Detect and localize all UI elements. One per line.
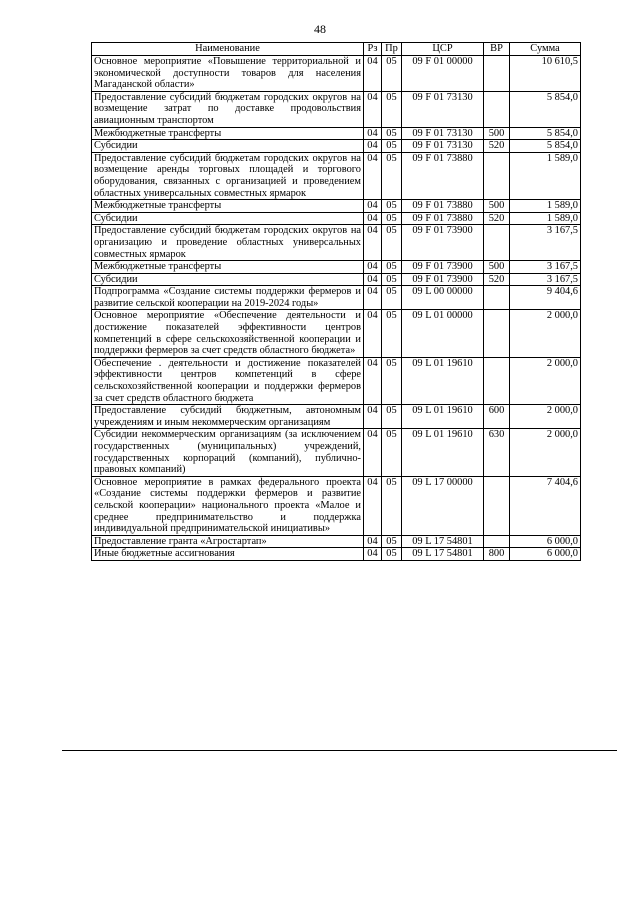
row-csr: 09 F 01 73880 [402,212,484,225]
row-name: Межбюджетные трансферты [92,127,364,140]
row-csr: 09 L 17 54801 [402,548,484,561]
row-rz: 04 [364,225,382,261]
row-vr [484,535,510,548]
row-pr: 05 [382,91,402,127]
row-name: Иные бюджетные ассигнования [92,548,364,561]
row-vr [484,357,510,404]
row-sum: 9 404,6 [510,286,581,310]
row-pr: 05 [382,200,402,213]
row-rz: 04 [364,286,382,310]
row-sum: 2 000,0 [510,357,581,404]
table-row [92,127,581,140]
row-vr: 520 [484,273,510,286]
table-row [92,548,581,561]
row-csr: 09 F 01 73900 [402,225,484,261]
row-vr: 600 [484,405,510,429]
row-csr: 09 L 17 00000 [402,476,484,535]
row-sum: 1 589,0 [510,212,581,225]
row-pr: 05 [382,212,402,225]
row-name: Предоставление субсидий бюджетам городских округов на организацию и проведение областных универсальных совместных ярмарок [92,225,364,261]
row-rz: 04 [364,535,382,548]
table-row [92,152,581,199]
row-csr: 09 F 01 73130 [402,127,484,140]
row-csr: 09 L 01 00000 [402,310,484,357]
row-pr: 05 [382,535,402,548]
row-rz: 04 [364,273,382,286]
row-sum: 5 854,0 [510,91,581,127]
row-rz: 04 [364,476,382,535]
row-pr: 05 [382,225,402,261]
row-pr: 05 [382,548,402,561]
row-name: Подпрограмма «Создание системы поддержки фермеров и развитие сельской кооперации на 2019-2024 годы» [92,286,364,310]
row-pr: 05 [382,286,402,310]
row-vr: 500 [484,127,510,140]
row-vr [484,91,510,127]
row-pr: 05 [382,405,402,429]
table-row [92,310,581,357]
table-body [92,56,581,561]
table-row [92,273,581,286]
row-name: Обеспечение . деятельности и достижение показателей эффективности центров компетенций в сфере сельскохозяйственной кооперации и поддержки фермеров за счет средств областного бюджета [92,357,364,404]
footer-divider [62,750,617,751]
row-sum: 1 589,0 [510,152,581,199]
row-sum: 2 000,0 [510,429,581,476]
row-pr: 05 [382,56,402,92]
row-vr: 520 [484,140,510,153]
row-pr: 05 [382,152,402,199]
row-name: Основное мероприятие в рамках федерального проекта «Создание системы поддержки фермеров и развитие сельской кооперации» национального проекта «Малое и среднее предпринимательство и поддержка индивидуальной предпринимательской инициативы» [92,476,364,535]
row-sum: 7 404,6 [510,476,581,535]
table-row [92,261,581,274]
row-pr: 05 [382,140,402,153]
row-name: Субсидии некоммерческим организациям (за исключением государственных (муниципальных) учреждений, государственных корпораций (компаний), публично-правовых компаний) [92,429,364,476]
row-vr [484,286,510,310]
header-csr: ЦСР [402,43,484,56]
row-rz: 04 [364,261,382,274]
row-sum: 3 167,5 [510,273,581,286]
row-name: Предоставление субсидий бюджетам городских округов на возмещение аренды торговых площадей и торгового оборудования, связанных с организацией и проведением областных универсальных совместных ярмарок [92,152,364,199]
row-rz: 04 [364,152,382,199]
row-pr: 05 [382,357,402,404]
row-rz: 04 [364,310,382,357]
row-csr: 09 L 00 00000 [402,286,484,310]
row-vr: 500 [484,200,510,213]
row-csr: 09 F 01 73130 [402,91,484,127]
table-row [92,429,581,476]
row-rz: 04 [364,357,382,404]
budget-table [91,42,581,561]
table-row [92,476,581,535]
table-row [92,200,581,213]
row-name: Предоставление субсидий бюджетным, автономным учреждениям и иным некоммерческим организациям [92,405,364,429]
header-name: Наименование [92,43,364,56]
row-vr: 520 [484,212,510,225]
row-csr: 09 F 01 00000 [402,56,484,92]
row-name: Основное мероприятие «Повышение территориальной и экономической доступности товаров для населения Магаданской области» [92,56,364,92]
row-vr: 500 [484,261,510,274]
row-csr: 09 L 17 54801 [402,535,484,548]
page-number: 48 [314,22,326,36]
row-sum: 3 167,5 [510,261,581,274]
row-name: Межбюджетные трансферты [92,261,364,274]
row-pr: 05 [382,261,402,274]
row-sum: 5 854,0 [510,140,581,153]
row-rz: 04 [364,91,382,127]
row-name: Субсидии [92,140,364,153]
table-row [92,535,581,548]
row-rz: 04 [364,200,382,213]
row-vr: 800 [484,548,510,561]
row-csr: 09 F 01 73880 [402,152,484,199]
row-rz: 04 [364,56,382,92]
row-csr: 09 F 01 73900 [402,261,484,274]
row-csr: 09 F 01 73900 [402,273,484,286]
row-rz: 04 [364,127,382,140]
row-rz: 04 [364,140,382,153]
table-row [92,140,581,153]
row-sum: 5 854,0 [510,127,581,140]
table-header-row [92,43,581,56]
row-pr: 05 [382,127,402,140]
table-row [92,56,581,92]
row-name: Межбюджетные трансферты [92,200,364,213]
row-name: Предоставление субсидий бюджетам городских округов на возмещение затрат по доставке продовольствия авиационным транспортом [92,91,364,127]
row-rz: 04 [364,548,382,561]
row-vr [484,225,510,261]
table-row [92,225,581,261]
row-rz: 04 [364,405,382,429]
row-sum: 6 000,0 [510,535,581,548]
row-csr: 09 F 01 73130 [402,140,484,153]
row-pr: 05 [382,310,402,357]
row-sum: 2 000,0 [510,310,581,357]
table-row [92,91,581,127]
row-vr: 630 [484,429,510,476]
row-vr [484,56,510,92]
header-vr: ВР [484,43,510,56]
row-sum: 10 610,5 [510,56,581,92]
row-name: Субсидии [92,212,364,225]
row-name: Субсидии [92,273,364,286]
header-pr: Пр [382,43,402,56]
row-rz: 04 [364,212,382,225]
row-sum: 3 167,5 [510,225,581,261]
row-vr [484,476,510,535]
row-sum: 2 000,0 [510,405,581,429]
table-row [92,286,581,310]
row-name: Основное мероприятие «Обеспечение деятельности и достижение показателей эффективности центров компетенций в сфере сельскохозяйственной кооперации и поддержки фермеров за счет средств областного бюджета» [92,310,364,357]
row-csr: 09 F 01 73880 [402,200,484,213]
table-row [92,357,581,404]
row-pr: 05 [382,429,402,476]
row-vr [484,310,510,357]
row-pr: 05 [382,476,402,535]
table-row [92,405,581,429]
row-csr: 09 L 01 19610 [402,357,484,404]
row-name: Предоставление гранта «Агростартап» [92,535,364,548]
row-csr: 09 L 01 19610 [402,405,484,429]
row-pr: 05 [382,273,402,286]
row-sum: 1 589,0 [510,200,581,213]
row-rz: 04 [364,429,382,476]
table-row [92,212,581,225]
header-rz: Рз [364,43,382,56]
row-csr: 09 L 01 19610 [402,429,484,476]
header-sum: Сумма [510,43,581,56]
row-vr [484,152,510,199]
row-sum: 6 000,0 [510,548,581,561]
